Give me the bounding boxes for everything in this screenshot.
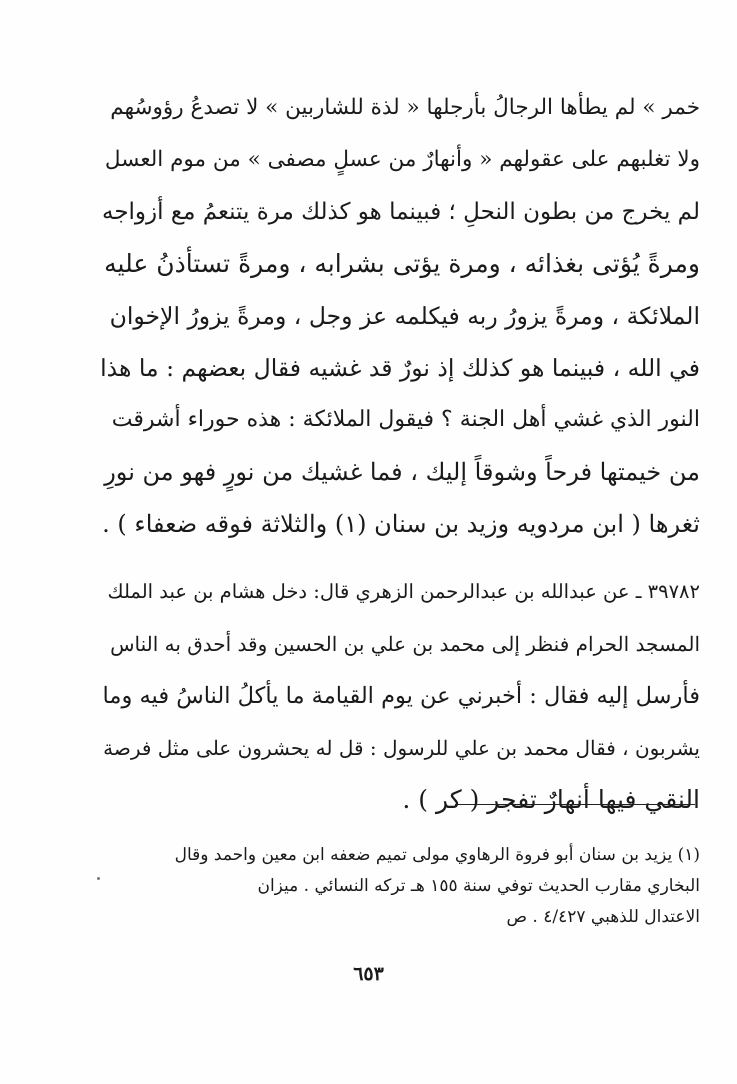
text-line: ثغرها ( ابن مردويه وزيد بن سنان (١) والثلاثة فوقه ضعفاء ) . bbox=[102, 510, 700, 538]
text-line: لم يخرج من بطون النحلِ ؛ فبينما هو كذلك مرة يتنعمُ مع أزواجه bbox=[101, 199, 700, 225]
hadith-paragraph-2 bbox=[100, 566, 700, 826]
text-line: من خيمتها فرحاً وشوقاً إليك ، فما غشيك من نورٍ فهو من نورِ bbox=[104, 458, 700, 486]
text-line: يشربون ، فقال محمد بن علي للرسول : قل له يحشرون على مثل فرصة bbox=[103, 736, 700, 760]
text-line: الملائكة ، ومرةً يزورُ ربه فيكلمه عز وجل ، ومرةً يزورُ الإخوان bbox=[109, 302, 700, 330]
margin-mark bbox=[97, 877, 100, 880]
text-line: في الله ، فبينما هو كذلك إذ نورٌ قد غشيه فقال بعضهم : ما هذا bbox=[100, 354, 700, 382]
footnote-divider bbox=[455, 804, 695, 805]
footnote bbox=[100, 840, 700, 933]
text-line: النور الذي غشي أهل الجنة ؟ فيقول الملائكة : هذه حوراء أشرقت bbox=[111, 407, 700, 432]
text-line: خمر » لم يطأها الرجالُ بأرجلها « لذة للشاربين » لا تصدعُ رؤوسُهم bbox=[110, 95, 700, 120]
hadith-number-line: ٣٩٧٨٢ ـ عن عبدالله بن عبدالرحمن الزهري قال: دخل هشام بن عبد الملك bbox=[107, 580, 700, 603]
text-line: فأرسل إليه فقال : أخبرني عن يوم القيامة ما يأكلُ الناسُ فيه وما bbox=[102, 683, 700, 709]
hadith-paragraph-1 bbox=[100, 82, 700, 550]
text-line: ومرةً يُؤتى بغذائه ، ومرة يؤتى بشرابه ، ومرةً تستأذنُ عليه bbox=[104, 249, 700, 278]
footnote-line: البخاري مقارب الحديث توفي سنة ١٥٥ هـ تركه النسائي . ميزان bbox=[257, 876, 700, 896]
text-line: النقي فيها أنهارٌ تفجر ( كر ) . bbox=[402, 785, 700, 814]
main-text bbox=[100, 82, 700, 826]
text-line: ولا تغلبهم على عقولهم « وأنهارٌ من عسلٍ مصفى » من موم العسل bbox=[104, 147, 700, 172]
text-line: المسجد الحرام فنظر إلى محمد بن علي بن الحسين وقد أحدق به الناس bbox=[110, 632, 700, 656]
page-number: ٦٥٣ bbox=[353, 963, 384, 985]
footnote-line: (١) يزيد بن سنان أبو فروة الرهاوي مولى تميم ضعفه ابن معين واحمد وقال bbox=[174, 845, 700, 865]
footnote-line: الاعتدال للذهبي ٤/٤٢٧ . ص bbox=[506, 907, 700, 927]
